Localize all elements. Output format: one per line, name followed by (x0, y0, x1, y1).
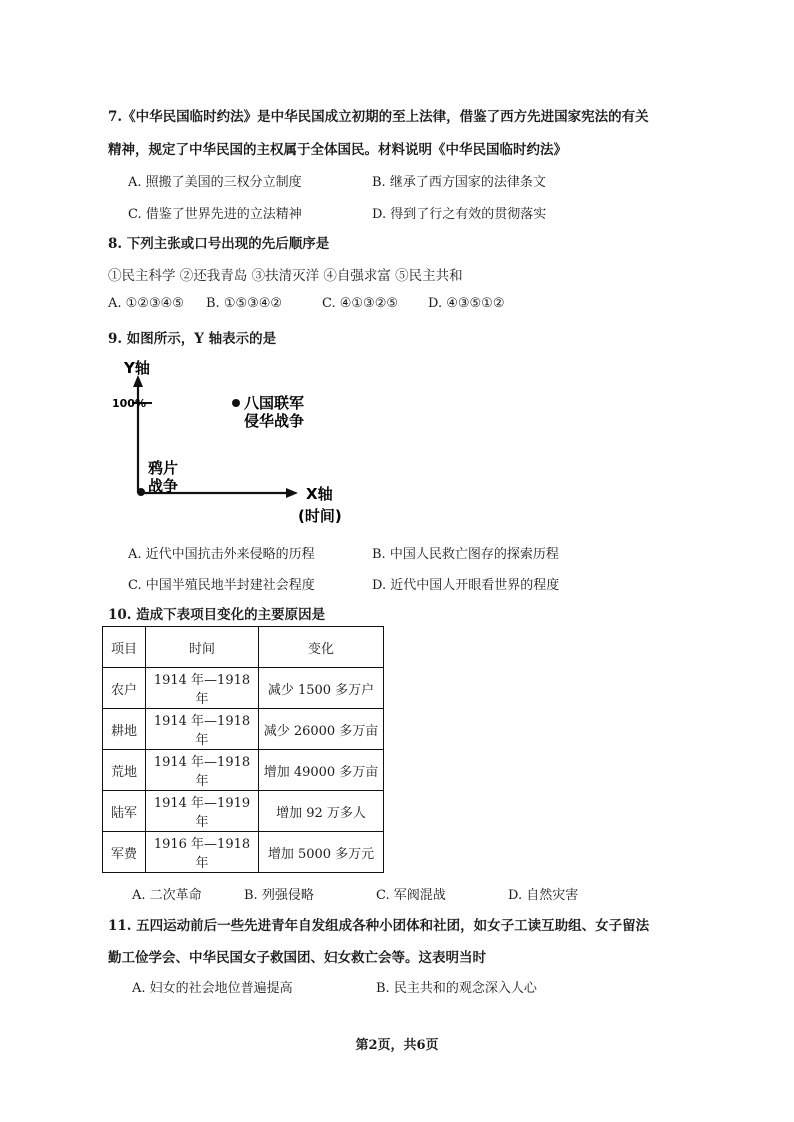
q10-option-a: A. 二次革命 (132, 888, 202, 903)
q8-option-a: A. ①②③④⑤ (108, 296, 184, 311)
table-row (103, 832, 384, 873)
table-row (103, 791, 384, 832)
q9-option-d: D. 近代中国人开眼看世界的程度 (372, 578, 560, 593)
point-boxer-war-label-1: 八国联军 (244, 394, 305, 412)
x-axis-label: X轴 (306, 485, 333, 503)
table-row (103, 668, 384, 709)
y-tick-label: 100% (112, 397, 146, 410)
q9-option-a: A. 近代中国抗击外来侵略的历程 (128, 547, 315, 562)
table-cell: 荒地 (103, 750, 146, 791)
q7-stem-line1: 7.《中华民国临时约法》是中华民国成立初期的至上法律，借鉴了西方先进国家宪法的有关 (108, 109, 649, 125)
q9-figure (100, 355, 380, 530)
q10-option-b: B. 列强侵略 (244, 888, 314, 903)
q8-option-d: D. ④③⑤①② (428, 296, 505, 311)
q11-stem-line1: 11. 五四运动前后一些先进青年自发组成各种小团体和社团，如女子工读互助组、女子留法 (108, 918, 650, 934)
table-cell: 1914 年—1918 年 (146, 709, 259, 750)
x-axis-arrow-icon (286, 488, 298, 498)
q11-option-a: A. 妇女的社会地位普遍提高 (132, 981, 293, 996)
q7-option-c: C. 借鉴了世界先进的立法精神 (128, 207, 302, 222)
q10-option-c: C. 军阀混战 (376, 888, 446, 903)
point-boxer-war (232, 399, 240, 407)
table-cell: 增加 5000 多万元 (259, 832, 384, 873)
table-cell: 增加 92 万多人 (259, 791, 384, 832)
table-cell: 耕地 (103, 709, 146, 750)
table-cell: 1914 年—1918 年 (146, 668, 259, 709)
x-axis-sublabel: (时间) (298, 507, 342, 525)
q9-option-c: C. 中国半殖民地半封建社会程度 (128, 578, 315, 593)
table-cell: 农户 (103, 668, 146, 709)
table-cell: 军费 (103, 832, 146, 873)
q10-table (102, 626, 384, 873)
q8-option-c: C. ④①③②⑤ (322, 296, 399, 311)
q10-stem: 10. 造成下表项目变化的主要原因是 (108, 607, 326, 623)
q7-option-d: D. 得到了行之有效的贯彻落实 (372, 207, 547, 222)
q8-option-b: B. ①⑤③④② (206, 296, 283, 311)
point-boxer-war-label-2: 侵华战争 (244, 412, 305, 430)
table-cell: 减少 1500 多万户 (259, 668, 384, 709)
q9-stem: 9. 如图所示，Y 轴表示的是 (108, 331, 277, 347)
point-opium-war-label-2: 战争 (148, 477, 179, 495)
table-cell: 1914 年—1918 年 (146, 750, 259, 791)
q7-option-b: B. 继承了西方国家的法律条文 (372, 175, 546, 190)
table-row (103, 750, 384, 791)
q7-option-a: A. 照搬了美国的三权分立制度 (128, 175, 302, 190)
point-opium-war-label-1: 鸦片 (148, 459, 179, 477)
table-header-row (103, 627, 384, 668)
page-number: 第2页，共6页 (355, 1038, 439, 1053)
y-axis-label: Y轴 (124, 359, 150, 377)
q10-option-d: D. 自然灾害 (508, 888, 579, 903)
table-cell: 增加 49000 多万亩 (259, 750, 384, 791)
table-header-cell: 时间 (146, 627, 259, 668)
table-cell: 1916 年—1918 年 (146, 832, 259, 873)
q8-items: ①民主科学 ②还我青岛 ③扶清灭洋 ④自强求富 ⑤民主共和 (108, 268, 463, 284)
table-row (103, 709, 384, 750)
table-cell: 减少 26000 多万亩 (259, 709, 384, 750)
q7-stem-line2: 精神，规定了中华民国的主权属于全体国民。材料说明《中华民国临时约法》 (108, 142, 567, 158)
q11-stem-line2: 勤工俭学会、中华民国女子救国团、妇女救亡会等。这表明当时 (108, 950, 486, 966)
table-cell: 1914 年—1919 年 (146, 791, 259, 832)
point-opium-war (137, 488, 145, 496)
table-header-cell: 变化 (259, 627, 384, 668)
q9-option-b: B. 中国人民救亡图存的探索历程 (372, 547, 559, 562)
q8-stem: 8. 下列主张或口号出现的先后顺序是 (108, 236, 330, 252)
table-cell: 陆军 (103, 791, 146, 832)
table-header-cell: 项目 (103, 627, 146, 668)
q11-option-b: B. 民主共和的观念深入人心 (376, 981, 537, 996)
